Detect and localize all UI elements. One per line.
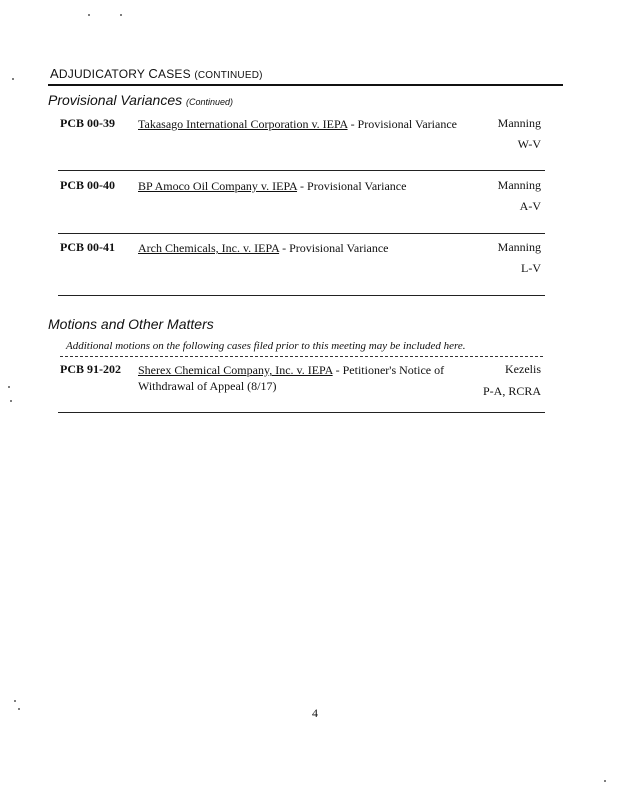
case-staff: Manning [497, 116, 541, 130]
section-heading-initial: A [50, 66, 59, 81]
motions-heading: Motions and Other Matters [48, 316, 214, 332]
case-row [60, 240, 545, 280]
case-title-link[interactable]: Sherex Chemical Company, Inc. v. IEPA [138, 363, 333, 377]
case-staff: Manning [497, 178, 541, 192]
row-divider [58, 233, 545, 234]
section-heading-rest2: ASES [158, 67, 195, 81]
section-heading [50, 66, 263, 81]
case-staff: Manning [497, 240, 541, 254]
case-code: A-V [519, 199, 541, 213]
case-code: L-V [521, 261, 541, 275]
scan-speck [88, 14, 90, 16]
case-title-suffix: - Provisional Variance [347, 117, 457, 131]
note-divider [60, 356, 543, 357]
case-code: W-V [517, 137, 541, 151]
section-heading-suffix: (CONTINUED) [194, 70, 263, 81]
case-row [60, 178, 545, 218]
case-number: PCB 91-202 [60, 362, 121, 376]
case-title-suffix: - Provisional Variance [297, 179, 407, 193]
section-heading-rest: DJUDICATORY [58, 67, 149, 81]
case-title-suffix: - Petitioner's Notice of Withdrawal of Appeal (8/17) [138, 363, 445, 393]
case-title [138, 362, 468, 394]
case-title-link[interactable]: Arch Chemicals, Inc. v. IEPA [138, 241, 280, 255]
scan-speck [18, 708, 20, 710]
section-heading-c: C [148, 66, 158, 81]
case-title-link[interactable]: BP Amoco Oil Company v. IEPA [138, 179, 298, 193]
provisional-variances-title: Provisional Variances [48, 92, 183, 108]
case-title-link[interactable]: Takasago International Corporation v. IEPA [138, 117, 348, 131]
page-number: 4 [312, 706, 318, 720]
row-divider [58, 295, 545, 296]
case-staff: Kezelis [505, 362, 541, 376]
case-title [138, 178, 478, 194]
case-number: PCB 00-41 [60, 240, 115, 254]
case-row [60, 362, 545, 406]
case-title [138, 240, 478, 256]
scan-speck [14, 700, 16, 702]
case-title-suffix: - Provisional Variance [279, 241, 389, 255]
row-divider [58, 412, 545, 413]
case-row [60, 116, 545, 156]
section-rule [48, 84, 563, 86]
case-code: P-A, RCRA [482, 384, 541, 398]
case-number: PCB 00-39 [60, 116, 115, 130]
motions-note: Additional motions on the following cases filed prior to this meeting may be included here. [66, 340, 466, 352]
scan-speck [120, 14, 122, 16]
continued-label: (Continued) [186, 97, 234, 107]
case-number: PCB 00-40 [60, 178, 115, 192]
scan-speck [12, 78, 14, 80]
provisional-variances-heading [48, 92, 233, 108]
scan-speck [10, 400, 12, 402]
case-title [138, 116, 478, 132]
row-divider [58, 170, 545, 171]
scan-speck [8, 386, 10, 388]
scan-speck [604, 780, 606, 782]
